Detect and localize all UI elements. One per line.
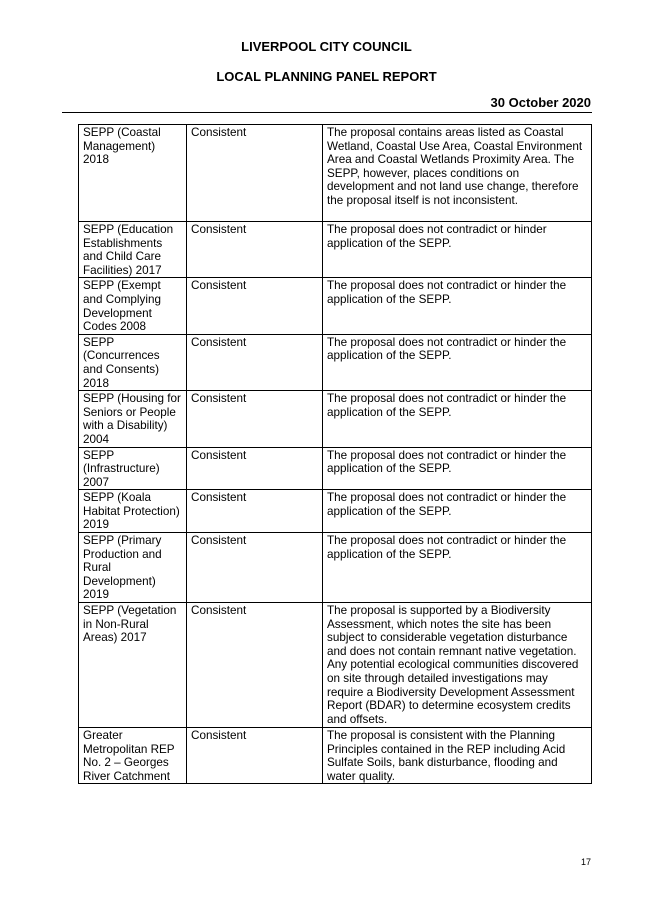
consistency-status-cell: Consistent bbox=[187, 278, 323, 334]
policy-name-cell: SEPP (Education Establishments and Child Care Facilities) 2017 bbox=[79, 222, 187, 278]
header-divider bbox=[62, 112, 592, 113]
table-row bbox=[79, 278, 592, 334]
council-name: LIVERPOOL CITY COUNCIL bbox=[241, 39, 412, 54]
comment-cell: The proposal does not contradict or hinder the application of the SEPP. bbox=[323, 533, 592, 603]
policy-name-cell: Greater Metropolitan REP No. 2 – Georges River Catchment bbox=[79, 728, 187, 784]
table-row bbox=[79, 603, 592, 728]
comment-cell: The proposal does not contradict or hinder the application of the SEPP. bbox=[323, 490, 592, 533]
policy-name-cell: SEPP (Koala Habitat Protection) 2019 bbox=[79, 490, 187, 533]
table-row bbox=[79, 391, 592, 447]
policy-name-cell: SEPP (Infrastructure) 2007 bbox=[79, 447, 187, 490]
table-row bbox=[79, 728, 592, 784]
planning-policy-table bbox=[78, 124, 592, 784]
policy-name-cell: SEPP (Coastal Management) 2018 bbox=[79, 125, 187, 222]
table-row bbox=[79, 125, 592, 222]
policy-name-cell: SEPP (Primary Production and Rural Development) 2019 bbox=[79, 533, 187, 603]
comment-cell: The proposal does not contradict or hinder the application of the SEPP. bbox=[323, 334, 592, 390]
comment-cell: The proposal contains areas listed as Coastal Wetland, Coastal Use Area, Coastal Environment Area and Coastal Wetlands Proximity Area. The SEPP, however, places conditions on development and not land use change, therefore the proposal itself is not inconsistent. bbox=[323, 125, 592, 222]
comment-cell: The proposal does not contradict or hinder the application of the SEPP. bbox=[323, 447, 592, 490]
comment-cell: The proposal is supported by a Biodiversity Assessment, which notes the site has been subject to considerable vegetation disturbance and does not contain remnant native vegetation. Any potential ecological communities discovered on site through detailed investigations may require a Biodiversity Development Assessment Report (BDAR) to determine ecosystem credits and offsets. bbox=[323, 603, 592, 728]
report-date: 30 October 2020 bbox=[490, 95, 591, 110]
policy-name-cell: SEPP (Housing for Seniors or People with a Disability) 2004 bbox=[79, 391, 187, 447]
consistency-status-cell: Consistent bbox=[187, 334, 323, 390]
consistency-status-cell: Consistent bbox=[187, 533, 323, 603]
consistency-status-cell: Consistent bbox=[187, 125, 323, 222]
policy-name-cell: SEPP (Vegetation in Non-Rural Areas) 2017 bbox=[79, 603, 187, 728]
table-row bbox=[79, 490, 592, 533]
table-row bbox=[79, 533, 592, 603]
comment-cell: The proposal does not contradict or hinder the application of the SEPP. bbox=[323, 278, 592, 334]
consistency-status-cell: Consistent bbox=[187, 391, 323, 447]
report-title: LOCAL PLANNING PANEL REPORT bbox=[216, 69, 437, 84]
comment-cell: The proposal is consistent with the Planning Principles contained in the REP including Acid Sulfate Soils, bank disturbance, flooding and water quality. bbox=[323, 728, 592, 784]
table-row bbox=[79, 447, 592, 490]
table-row bbox=[79, 222, 592, 278]
policy-name-cell: SEPP (Exempt and Complying Development Codes 2008 bbox=[79, 278, 187, 334]
page-number: 17 bbox=[580, 857, 591, 867]
consistency-status-cell: Consistent bbox=[187, 222, 323, 278]
comment-cell: The proposal does not contradict or hinder the application of the SEPP. bbox=[323, 391, 592, 447]
policy-name-cell: SEPP (Concurrences and Consents) 2018 bbox=[79, 334, 187, 390]
consistency-status-cell: Consistent bbox=[187, 490, 323, 533]
comment-cell: The proposal does not contradict or hinder application of the SEPP. bbox=[323, 222, 592, 278]
table-row bbox=[79, 334, 592, 390]
consistency-status-cell: Consistent bbox=[187, 447, 323, 490]
consistency-status-cell: Consistent bbox=[187, 728, 323, 784]
consistency-status-cell: Consistent bbox=[187, 603, 323, 728]
